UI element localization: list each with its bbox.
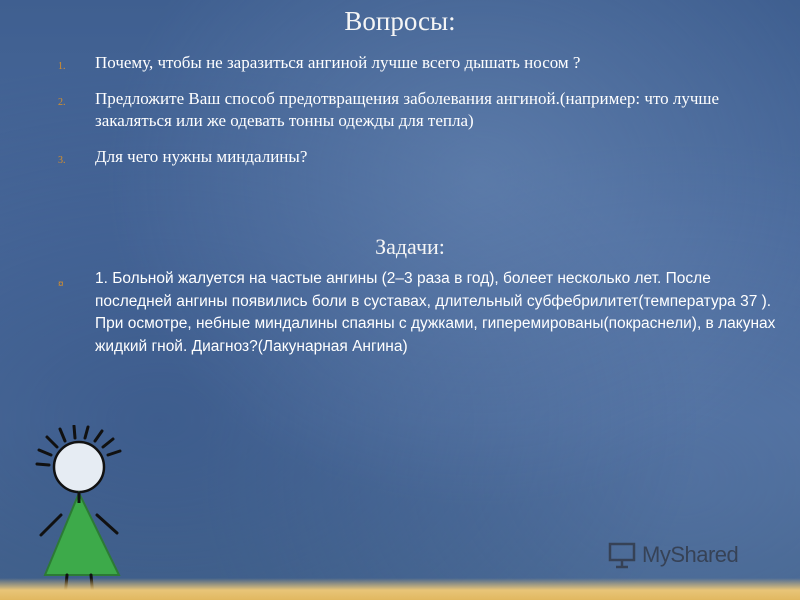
logo-text: MyShared [642,542,739,567]
question-text: Предложите Ваш способ предотвращения заболевания ангиной.(например: что лучше закаляться или же одевать тонны одежды для тепла) [95,89,720,130]
bottom-sand-strip [0,578,800,600]
myshared-logo [608,538,768,572]
question-text: Почему, чтобы не заразиться ангиной лучше всего дышать носом ? [95,53,581,72]
task-text: 1. Больной жалуется на частые ангины (2–3 раза в год), болеет несколько лет. После последней ангины появились боли в суставах, длительный субфебрилитет(температура 37 ). При осмотре, небные миндалины спаяны с дужками, гиперемированы(покраснели), в лакунах жидкий гной. Диагноз?(Лакунарная Ангина) [95,270,776,355]
tasks-heading: Задачи: [375,234,445,259]
question-number: 2. [58,97,66,108]
question-item [58,52,748,74]
questions-list [58,52,748,182]
stick-figure-illustration [35,425,145,600]
presentation-icon [608,541,638,569]
green-dress [45,493,119,575]
question-text: Для чего нужны миндалины? [95,147,308,166]
task-item [58,268,785,358]
question-number: 3. [58,155,66,166]
head [54,442,104,492]
slide-title: Вопросы: [344,6,456,36]
question-item [58,146,748,168]
question-number: 1. [58,61,66,72]
question-item [58,88,748,132]
task-bullet: ¤ [58,279,64,290]
